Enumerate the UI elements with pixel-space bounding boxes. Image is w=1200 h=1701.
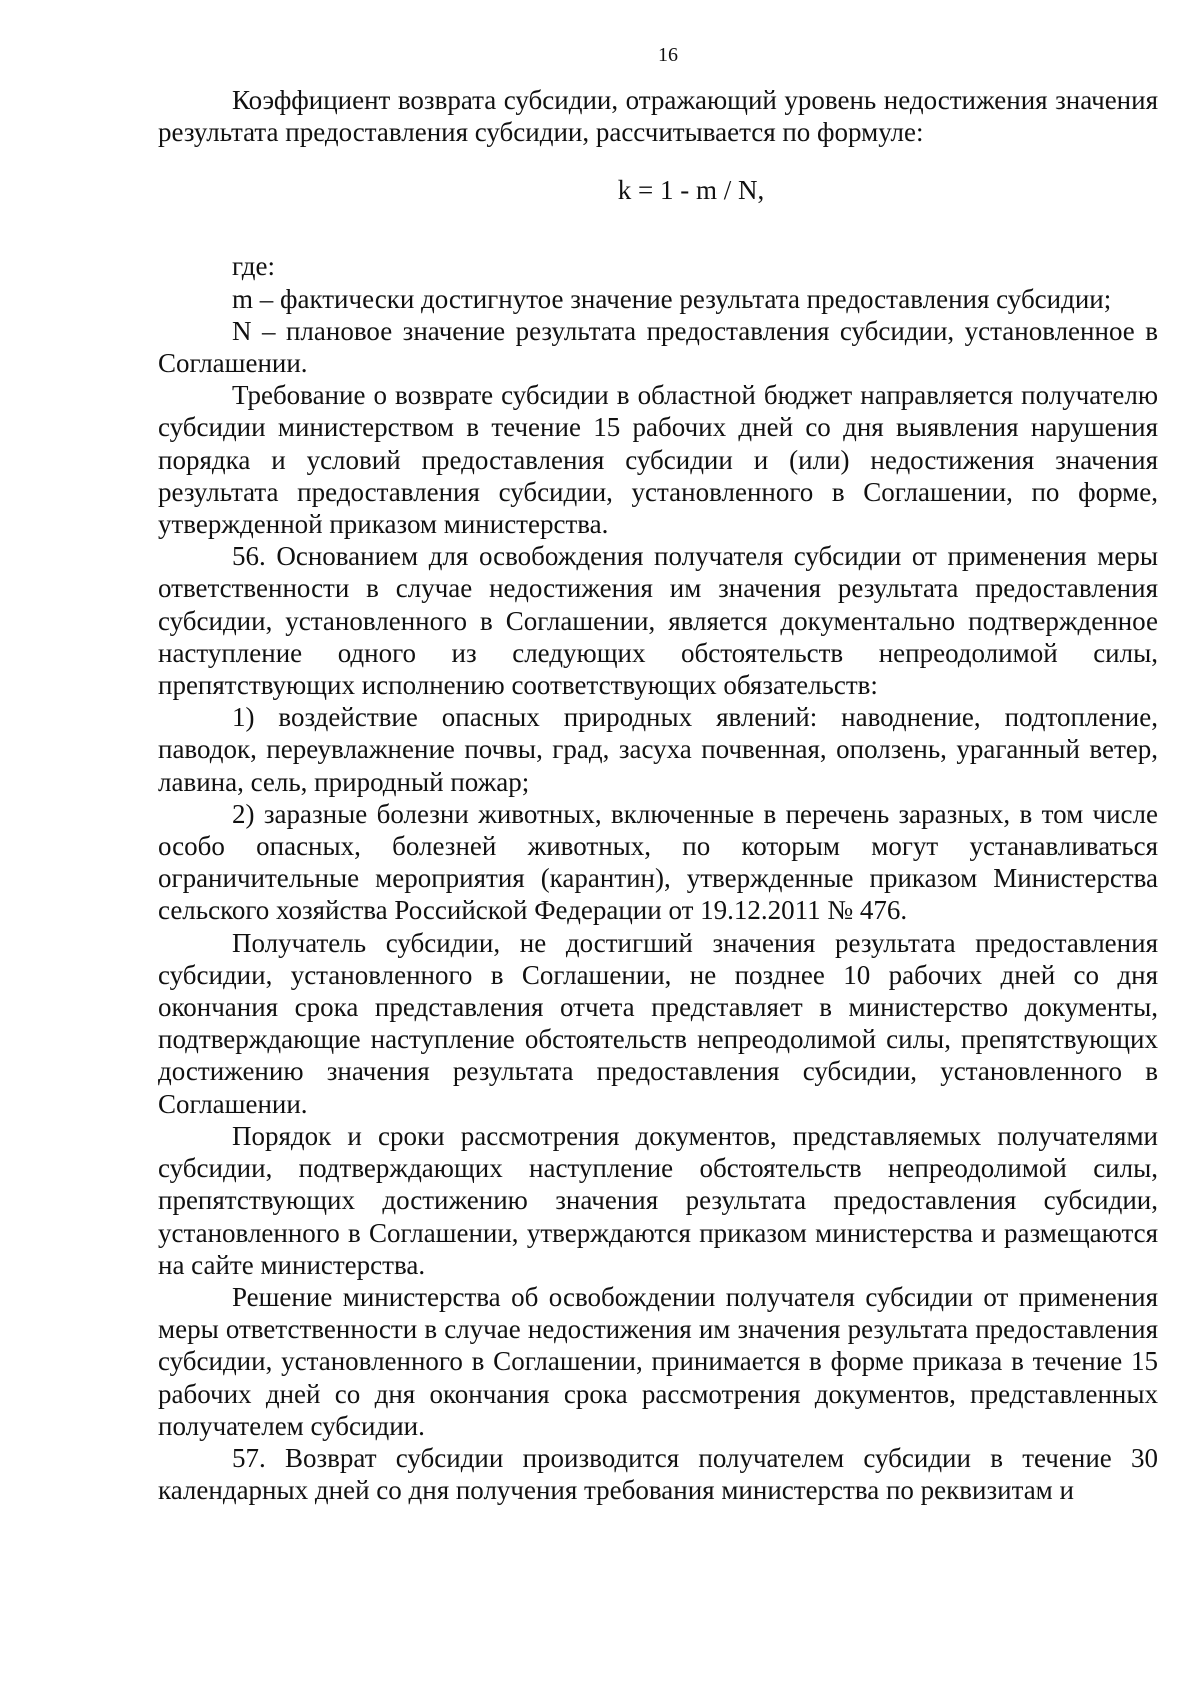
paragraph-item-2: 2) заразные болезни животных, включенные в перечень заразных, в том числе особо опасных, болезней животных, по которым могут устанавливаться ограничительные мероприятия (карантин), утвержденные приказом Министерства сельского хозяйства Российской Федерации от 19.12.2011 № 476.	[158, 798, 1158, 926]
document-page	[158, 40, 1158, 1506]
formula: k = 1 - m / N,	[617, 175, 765, 206]
paragraph-57: 57. Возврат субсидии производится получателем субсидии в течение 30 календарных дней со дня получения требования министерства по реквизитам и	[158, 1442, 1158, 1506]
paragraph-item-1: 1) воздействие опасных природных явлений: наводнение, подтопление, паводок, переувлажнение почвы, град, засуха почвенная, оползень, ураганный ветер, лавина, сель, природный пожар;	[158, 702, 1158, 797]
paragraph-m-definition: m – фактически достигнутое значение результата предоставления субсидии;	[232, 283, 1112, 314]
paragraph-recipient-documents: Получатель субсидии, не достигший значения результата предоставления субсидии, установленного в Соглашении, не позднее 10 рабочих дней со дня окончания срока представления отчета представляет в министерство документы, подтверждающие наступление обстоятельств непреодолимой силы, препятствующих достижению значения результата предоставления субсидии, установленного в Соглашении.	[158, 927, 1158, 1119]
paragraph-n-definition: N – плановое значение результата предоставления субсидии, установленное в Соглашении.	[158, 315, 1158, 379]
paragraph-56: 56. Основанием для освобождения получателя субсидии от применения меры ответственности в случае недостижения им значения результата предоставления субсидии, установленного в Соглашении, является документально подтвержденное наступление одного из следующих обстоятельств непреодолимой силы, препятствующих исполнению соответствующих обязательств:	[158, 541, 1158, 701]
paragraph-where: где:	[232, 251, 275, 282]
page-number: 16	[658, 44, 678, 66]
paragraph-coefficient-intro: Коэффициент возврата субсидии, отражающий уровень недостижения значения результата предоставления субсидии, рассчитывается по формуле:	[158, 85, 1158, 148]
paragraph-ministry-decision: Решение министерства об освобождении получателя субсидии от применения меры ответственности в случае недостижения им значения результата предоставления субсидии, установленного в Соглашении, принимается в форме приказа в течение 15 рабочих дней со дня окончания срока рассмотрения документов, представленных получателем субсидии.	[158, 1281, 1158, 1441]
paragraph-review-procedure: Порядок и сроки рассмотрения документов, представляемых получателями субсидии, подтверждающих наступление обстоятельств непреодолимой силы, препятствующих достижению значения результата предоставления субсидии, установленного в Соглашении, утверждаются приказом министерства и размещаются на сайте министерства.	[158, 1120, 1158, 1280]
paragraph-refund-requirement: Требование о возврате субсидии в областной бюджет направляется получателю субсидии министерством в течение 15 рабочих дней со дня выявления нарушения порядка и условий предоставления субсидии и (или) недостижения значения результата предоставления субсидии, установленного в Соглашении, по форме, утвержденной приказом министерства.	[158, 380, 1158, 540]
